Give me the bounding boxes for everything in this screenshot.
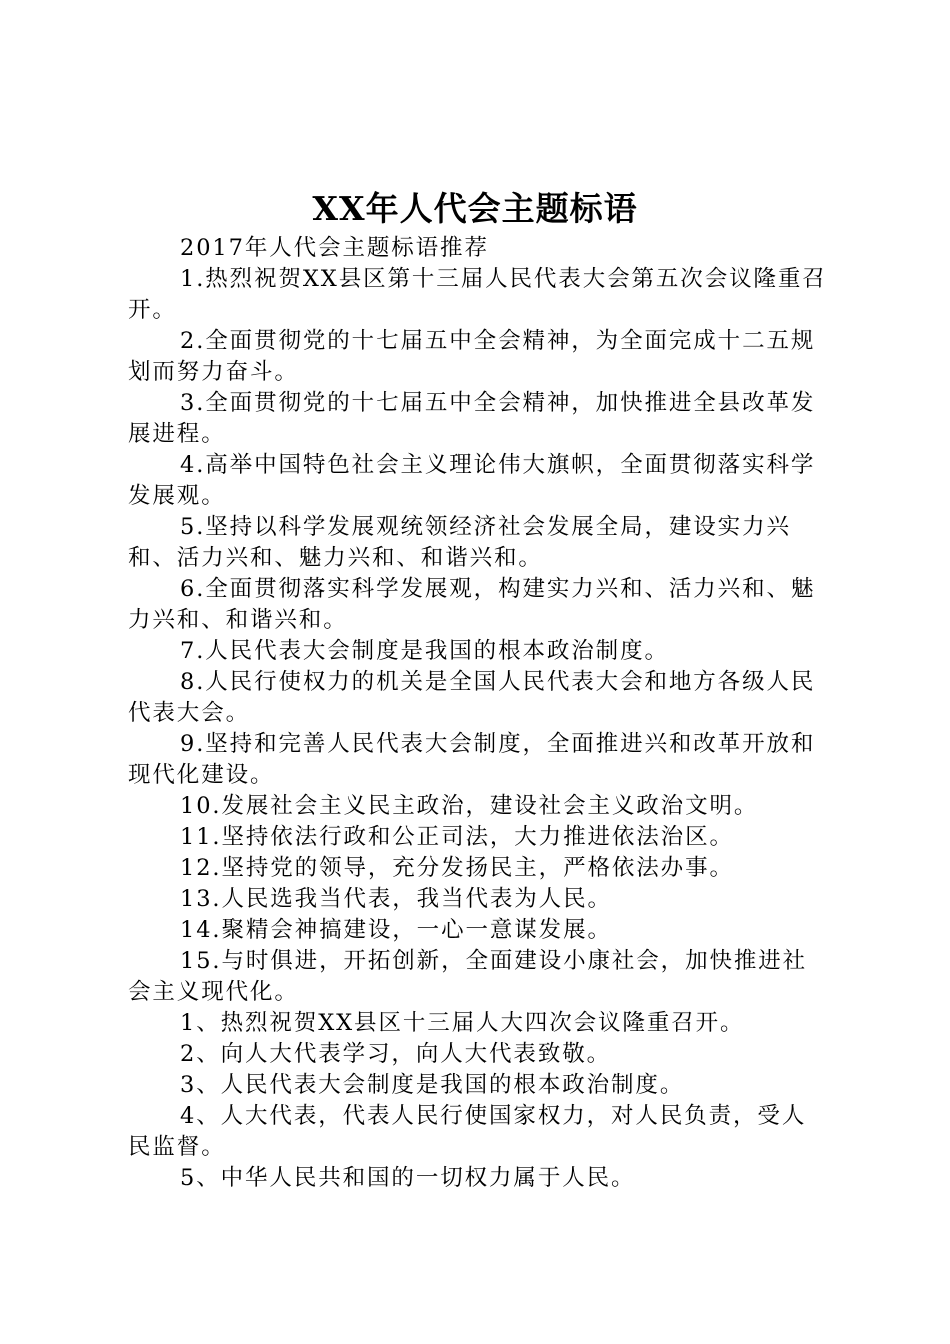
paragraph: 5、中华人民共和国的一切权力属于人民。 xyxy=(180,1165,636,1191)
paragraph: 6.全面贯彻落实科学发展观，构建实力兴和、活力兴和、魅力兴和、和谐兴和。 xyxy=(128,576,816,633)
paragraph: 4、人大代表，代表人民行使国家权力，对人民负责，受人民监督。 xyxy=(128,1103,807,1160)
paragraph: 14.聚精会神搞建设，一心一意谋发展。 xyxy=(180,917,612,943)
paragraph-heading: 2017年人代会主题标语推荐 xyxy=(180,235,489,261)
paragraph: 7.人民代表大会制度是我国的根本政治制度。 xyxy=(180,638,669,664)
paragraph: 2.全面贯彻党的十七届五中全会精神，为全面完成十二五规划而努力奋斗。 xyxy=(128,328,816,385)
paragraph: 12.坚持党的领导，充分发扬民主，严格依法办事。 xyxy=(180,855,734,881)
paragraph: 15.与时俱进，开拓创新，全面建设小康社会，加快推进社会主义现代化。 xyxy=(128,948,808,1005)
paragraph: 10.发展社会主义民主政治，建设社会主义政治文明。 xyxy=(180,793,759,819)
paragraph: 5.坚持以科学发展观统领经济社会发展全局，建设实力兴和、活力兴和、魅力兴和、和谐兴和。 xyxy=(128,514,791,571)
paragraph: 4.高举中国特色社会主义理论伟大旗帜，全面贯彻落实科学发展观。 xyxy=(128,452,816,509)
paragraph: 2、向人大代表学习，向人大代表致敬。 xyxy=(180,1041,612,1067)
paragraph: 3.全面贯彻党的十七届五中全会精神，加快推进全县改革发展进程。 xyxy=(128,390,816,447)
paragraph: 1、热烈祝贺XX县区十三届人大四次会议隆重召开。 xyxy=(180,1010,745,1036)
paragraph: 1.热烈祝贺XX县区第十三届人民代表大会第五次会议隆重召开。 xyxy=(128,266,827,323)
paragraph: 3、人民代表大会制度是我国的根本政治制度。 xyxy=(180,1072,685,1098)
document-body xyxy=(128,233,828,1194)
paragraph: 9.坚持和完善人民代表大会制度，全面推进兴和改革开放和现代化建设。 xyxy=(128,731,816,788)
paragraph: 8.人民行使权力的机关是全国人民代表大会和地方各级人民代表大会。 xyxy=(128,669,816,726)
paragraph: 13.人民选我当代表，我当代表为人民。 xyxy=(180,886,612,912)
document-title: XX年人代会主题标语 xyxy=(312,189,638,228)
paragraph: 11.坚持依法行政和公正司法，大力推进依法治区。 xyxy=(180,824,734,850)
